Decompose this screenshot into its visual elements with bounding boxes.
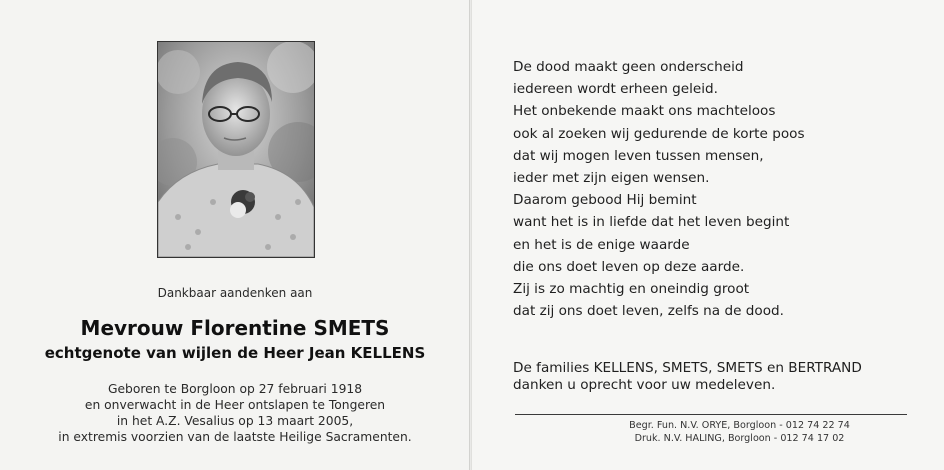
deceased-name: Mevrouw Florentine SMETS — [80, 316, 390, 340]
poem-line: iedereen wordt erheen geleid. — [513, 81, 719, 98]
divider-line — [515, 414, 907, 415]
credit-line: Druk. N.V. HALING, Borgloon - 012 74 17 02 — [634, 433, 845, 444]
poem-line: De dood maakt geen onderscheid — [513, 59, 744, 75]
poem-line: dat wij mogen leven tussen mensen, — [513, 147, 764, 164]
poem-line: die ons doet leven op deze aarde. — [513, 258, 745, 275]
spouse-line: echtgenote van wijlen de Heer Jean KELLENS — [44, 344, 426, 362]
poem-line: Zij is zo machtig en oneindig groot — [513, 281, 750, 298]
bio-line: en onverwacht in de Heer ontslapen te Tongeren — [84, 398, 386, 412]
poem-line: Het onbekende maakt ons machteloos — [513, 103, 776, 120]
thanks-line: De families KELLENS, SMETS, SMETS en BERTRAND — [513, 360, 862, 376]
portrait-photo — [157, 41, 315, 258]
bio-line: in extremis voorzien van de laatste Heilige Sacramenten. — [58, 430, 412, 444]
bio-line: Geboren te Borgloon op 27 februari 1918 — [107, 382, 363, 396]
poem-line: Daarom gebood Hij bemint — [513, 192, 697, 209]
printer-credits — [0, 419, 944, 445]
left-panel — [0, 0, 470, 470]
bio-line: in het A.Z. Vesalius op 13 maart 2005, — [116, 414, 354, 428]
thanks-line: danken u oprecht voor uw medeleven. — [513, 377, 776, 393]
intro-text: Dankbaar aandenken aan — [157, 286, 313, 300]
poem-line: want het is in liefde dat het leven begint — [513, 214, 790, 231]
credit-line: Begr. Fun. N.V. ORYE, Borgloon - 012 74 22 74 — [629, 420, 850, 431]
portrait-image — [158, 42, 314, 257]
poem-line: dat zij ons doet leven, zelfs na de dood. — [513, 303, 784, 320]
poem-line: ieder met zijn eigen wensen. — [513, 170, 710, 187]
poem — [513, 56, 805, 322]
poem-line: en het is de enige waarde — [513, 236, 690, 253]
family-thanks — [513, 360, 862, 394]
poem-line: ook al zoeken wij gedurende de korte poos — [513, 125, 805, 142]
